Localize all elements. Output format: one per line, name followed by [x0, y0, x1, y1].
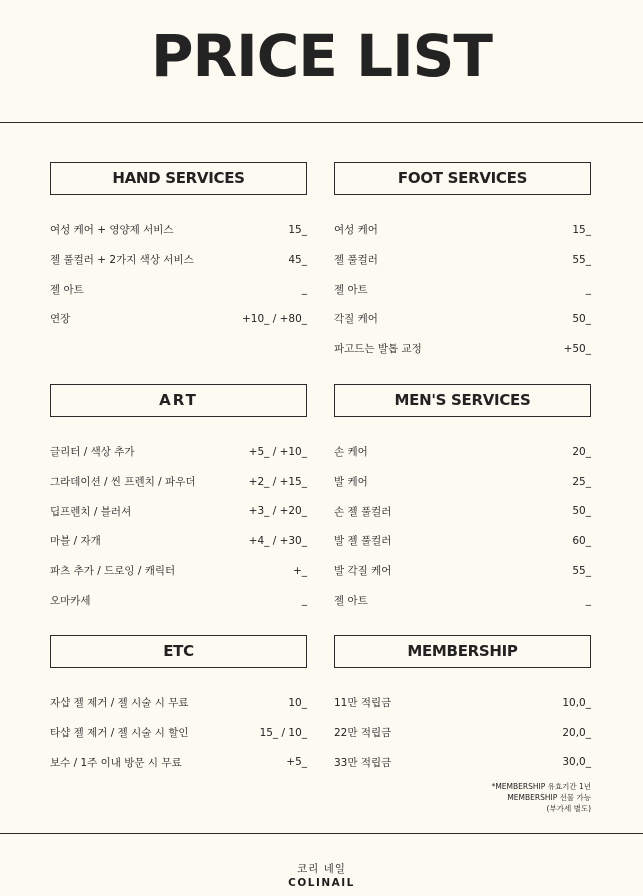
list-item — [50, 304, 307, 334]
item-name: 젤 아트 — [334, 283, 368, 296]
section-hand-services — [50, 162, 307, 334]
item-price: _ — [301, 594, 307, 607]
item-price: 30,0_ — [562, 756, 591, 769]
price-list — [50, 688, 307, 777]
item-price: +_ — [292, 564, 307, 577]
item-name: 딥프렌치 / 블러셔 — [50, 505, 132, 518]
item-name: 11만 적립금 — [334, 697, 392, 710]
section-heading: FOOT SERVICES — [334, 162, 591, 195]
list-item — [50, 747, 307, 777]
item-price: +2_ / +15_ — [248, 475, 307, 488]
item-price: 25_ — [572, 475, 591, 488]
top-divider — [0, 122, 643, 123]
list-item — [50, 718, 307, 748]
item-price: 15_ — [288, 223, 307, 236]
list-item — [334, 526, 591, 556]
item-price: 55_ — [572, 564, 591, 577]
item-price: 15_ — [572, 223, 591, 236]
item-price: _ — [585, 283, 591, 296]
list-item — [50, 437, 307, 467]
section-foot-services — [334, 162, 591, 363]
price-list — [334, 215, 591, 363]
list-item — [50, 467, 307, 497]
item-name: 타샵 젤 제거 / 젤 시술 시 할인 — [50, 727, 189, 740]
note-line: (부가세 별도) — [546, 804, 591, 813]
item-name: 여성 케어 + 영양제 서비스 — [50, 224, 174, 237]
item-price: 50_ — [572, 505, 591, 518]
item-price: 20,0_ — [562, 726, 591, 739]
item-price: _ — [585, 594, 591, 607]
footer-brand-english: COLINAIL — [288, 877, 355, 889]
section-heading: MEMBERSHIP — [334, 635, 591, 668]
item-price: 50_ — [572, 312, 591, 325]
footer-brand-korean: 코리 네일 — [297, 863, 346, 875]
list-item — [334, 334, 591, 364]
item-price: 10_ — [288, 696, 307, 709]
item-price: +4_ / +30_ — [248, 534, 307, 547]
list-item — [50, 496, 307, 526]
page-title: PRICE LIST — [150, 22, 492, 90]
item-price: 10,0_ — [562, 696, 591, 709]
item-name: 글리터 / 색상 추가 — [50, 446, 135, 459]
section-mens-services — [334, 384, 591, 615]
list-item — [50, 556, 307, 586]
item-name: 발 케어 — [334, 476, 368, 489]
item-price: +10_ / +80_ — [241, 312, 307, 325]
item-name: 손 젤 풀컬러 — [334, 505, 392, 518]
item-name: 발 젤 풀컬러 — [334, 535, 392, 548]
list-item — [50, 215, 307, 245]
price-list — [334, 688, 591, 777]
item-name: 33만 적립금 — [334, 756, 392, 769]
list-item — [334, 556, 591, 586]
item-name: 연장 — [50, 313, 71, 326]
list-item — [334, 585, 591, 615]
price-list — [334, 437, 591, 615]
list-item — [334, 467, 591, 497]
item-price: +3_ / +20_ — [248, 505, 307, 518]
list-item — [334, 747, 591, 777]
price-list — [50, 215, 307, 334]
note-line: *MEMBERSHIP 유효기간 1년 — [491, 782, 591, 791]
section-heading: MEN'S SERVICES — [334, 384, 591, 417]
list-item — [50, 274, 307, 304]
item-price: 55_ — [572, 253, 591, 266]
item-name: 22만 적립금 — [334, 727, 392, 740]
item-name: 마블 / 자개 — [50, 535, 101, 548]
section-heading: ART — [50, 384, 307, 417]
item-name: 그라데이션 / 씬 프렌치 / 파우더 — [50, 476, 196, 489]
item-price: +50_ — [563, 342, 591, 355]
list-item — [334, 274, 591, 304]
item-price: +5_ — [286, 756, 307, 769]
list-item — [50, 526, 307, 556]
list-item — [334, 688, 591, 718]
item-price: 20_ — [572, 445, 591, 458]
item-name: 젤 풀컬러 + 2가지 색상 서비스 — [50, 254, 194, 267]
list-item — [334, 496, 591, 526]
section-art — [50, 384, 307, 615]
item-price: 45_ — [288, 253, 307, 266]
item-name: 파츠 추가 / 드로잉 / 캐릭터 — [50, 565, 176, 578]
item-price: 60_ — [572, 534, 591, 547]
list-item — [334, 718, 591, 748]
item-price: +5_ / +10_ — [248, 445, 307, 458]
item-price: _ — [301, 283, 307, 296]
item-name: 파고드는 발톱 교정 — [334, 343, 422, 356]
item-name: 자샵 젤 제거 / 젤 시술 시 무료 — [50, 697, 189, 710]
item-price: 15_ / 10_ — [259, 726, 307, 739]
item-name: 보수 / 1주 이내 방문 시 무료 — [50, 756, 182, 769]
bottom-divider — [0, 833, 643, 834]
list-item — [334, 304, 591, 334]
list-item — [50, 688, 307, 718]
membership-note — [420, 781, 591, 814]
item-name: 발 각질 케어 — [334, 565, 392, 578]
list-item — [334, 245, 591, 275]
item-name: 오마카세 — [50, 594, 91, 607]
section-etc — [50, 635, 307, 777]
item-name: 젤 아트 — [50, 283, 84, 296]
item-name: 젤 풀컬러 — [334, 254, 378, 267]
item-name: 손 케어 — [334, 446, 368, 459]
list-item — [50, 585, 307, 615]
item-name: 각질 케어 — [334, 313, 378, 326]
price-list — [50, 437, 307, 615]
section-heading: HAND SERVICES — [50, 162, 307, 195]
item-name: 여성 케어 — [334, 224, 378, 237]
list-item — [50, 245, 307, 275]
item-name: 젤 아트 — [334, 594, 368, 607]
section-heading: ETC — [50, 635, 307, 668]
list-item — [334, 215, 591, 245]
section-membership — [334, 635, 591, 777]
note-line: MEMBERSHIP 선물 가능 — [507, 793, 591, 802]
list-item — [334, 437, 591, 467]
